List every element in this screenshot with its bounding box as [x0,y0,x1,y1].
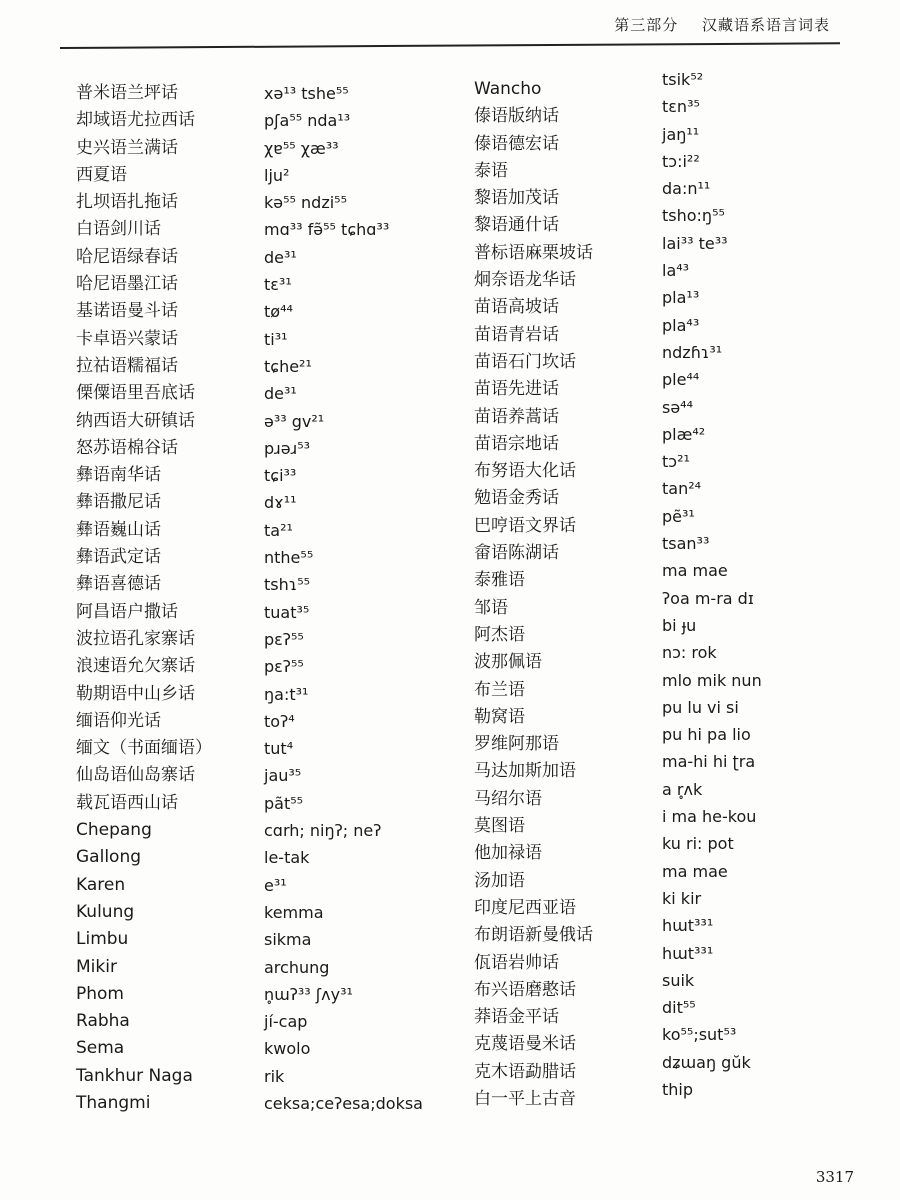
word-form: tɕi³³ [264,466,297,486]
word-form: pɛʔ⁵⁵ [264,657,304,677]
language-name: 阿杰语 [474,624,525,645]
language-name: 莫图语 [474,816,525,837]
language-name: Kulung [76,901,135,922]
word-form: de³¹ [264,247,297,267]
word-form: tɛ³¹ [264,275,292,295]
language-name: 苗语宗地话 [474,433,559,454]
word-form: de³¹ [264,384,297,404]
language-name: Karen [76,874,126,895]
word-form: i ma he-kou [662,807,757,827]
language-name: 彝语武定话 [76,547,161,568]
word-form: sə⁴⁴ [662,397,694,417]
word-form: tɛn³⁵ [662,97,700,117]
word-form: pla⁴³ [662,315,700,335]
language-name: 莽语金平话 [474,1007,559,1028]
word-form: mlo mik nun [662,670,762,690]
language-name: Sema [76,1038,125,1059]
word-form: plæ⁴² [662,424,706,444]
language-name: 汤加语 [474,870,525,891]
word-form: tshɿ⁵⁵ [264,575,311,595]
language-name: 却域语尤拉西话 [76,110,195,131]
language-name: 怒苏语棉谷话 [76,437,178,458]
language-name: 彝语撒尼话 [76,492,161,513]
language-name: 苗语石门坎话 [474,351,576,372]
word-form: nɔ: rok [662,643,717,663]
word-form: dit⁵⁵ [662,998,696,1018]
language-name: 载瓦语西山话 [76,792,178,813]
word-form: dɤ¹¹ [264,493,297,513]
language-name: 布兴语磨憨话 [474,979,576,1000]
word-form: le-tak [264,848,310,868]
language-name: Thangmi [76,1092,151,1113]
language-name: 白一平上古音 [474,1088,576,1109]
language-name: 印度尼西亚语 [474,897,576,918]
word-form: ə³³ gv²¹ [264,411,325,431]
language-name: 勉语金秀话 [474,488,559,509]
language-name: Chepang [76,820,152,841]
word-form: cɑrh; niŋʔ; neʔ [264,821,382,841]
word-form: ma-hi hi ʈra [662,752,756,772]
word-form: jau³⁵ [264,766,302,786]
language-name: 苗语先进话 [474,379,559,400]
language-name: 扎坝语扎拖话 [76,192,178,213]
word-form: hɯt³³¹ [662,916,714,936]
language-name: 邹语 [474,597,508,618]
word-form: kwolo [264,1039,311,1059]
word-form: ki kir [662,888,702,908]
language-name: Wancho [474,79,542,99]
word-form: tuat³⁵ [264,602,310,622]
language-name: 基诺语曼斗话 [76,301,178,322]
word-form: tsan³³ [662,534,710,554]
word-form: tɔ:i²² [662,151,700,171]
word-form: ko⁵⁵;sut⁵³ [662,1025,737,1045]
language-name: 阿昌语户撒话 [76,601,178,622]
language-name: 缅文（书面缅语） [76,738,212,759]
left-language-column [76,80,256,1117]
language-name: 白语剑川话 [76,219,161,240]
right-language-column [474,76,664,1113]
word-form: n̥ɯʔ³³ ʃʌy³¹ [264,984,353,1004]
language-name: 西夏语 [76,164,127,185]
language-name: 波那佩语 [474,652,542,673]
language-name: 普标语麻栗坡话 [474,242,593,263]
word-form: ple⁴⁴ [662,370,700,390]
word-form: e³¹ [264,875,287,895]
word-form: χɐ⁵⁵ χæ³³ [264,138,339,158]
page-number: 3317 [815,1168,854,1186]
language-name: 纳西语大研镇话 [76,410,195,431]
language-name: 波拉语孔家寨话 [76,628,195,649]
language-name: 史兴语兰满话 [76,137,178,158]
word-form: ndzɦɿ³¹ [662,342,723,362]
word-form: tan²⁴ [662,479,702,499]
word-form: pɛʔ⁵⁵ [264,629,304,649]
word-form: pla¹³ [662,288,700,308]
language-name: 黎语通什话 [474,215,559,236]
language-name: 罗维阿那语 [474,734,559,755]
language-name: Mikir [76,956,117,977]
word-form: tɔ²¹ [662,452,690,472]
language-name: 克木语勐腊话 [474,1061,576,1082]
word-form: ma mae [662,861,728,881]
word-form: toʔ⁴ [264,711,295,731]
language-name: 布兰语 [474,679,525,700]
language-name: 苗语青岩话 [474,324,559,345]
word-form: pu lu vi si [662,697,739,717]
word-form: lai³³ te³³ [662,233,728,253]
word-form: tø⁴⁴ [264,302,293,322]
word-form: tut⁴ [264,739,294,759]
word-form: la⁴³ [662,261,690,281]
language-name: 炯奈语龙华话 [474,270,576,291]
word-form: suik [662,970,695,990]
word-form: bi ɟu [662,615,697,635]
word-form: sikma [264,930,312,950]
language-name: 畲语陈湖话 [474,543,559,564]
word-form: jí-cap [264,1012,308,1032]
language-name: 拉祜语糯福话 [76,355,178,376]
running-header [614,14,830,35]
language-name: 傣语德宏话 [474,133,559,154]
language-name: 傣语版纳话 [474,106,559,127]
word-form: ta²¹ [264,520,293,540]
language-name: 勒期语中山乡话 [76,683,195,704]
word-form: ku ri: pot [662,834,734,854]
language-name: 布朗语新曼俄话 [474,925,593,946]
language-name: 黎语加茂话 [474,188,559,209]
word-form: jaŋ¹¹ [662,124,700,144]
language-name: Gallong [76,847,142,868]
word-form: tsik⁵² [662,70,704,89]
word-form: xə¹³ tshe⁵⁵ [264,84,349,103]
language-name: 泰雅语 [474,570,525,591]
header-rule [60,42,840,49]
language-name: 苗语高坡话 [474,297,559,318]
language-name: 缅语仰光话 [76,710,161,731]
word-form: da:n¹¹ [662,179,711,199]
language-name: 浪速语允欠寨话 [76,656,195,677]
word-form: pãt⁵⁵ [264,793,304,813]
language-name: 马绍尔语 [474,788,542,809]
word-form: lju² [264,165,290,185]
word-form: pɹəɹ⁵³ [264,438,311,458]
word-form: tɕhe²¹ [264,356,312,376]
header-title: 汉藏语系语言词表 [701,16,830,34]
word-form: mɑ³³ fə̃⁵⁵ tɕhɑ³³ [264,220,390,240]
language-name: 傈僳语里吾底话 [76,383,195,404]
word-form: kemma [264,902,324,922]
language-name: 苗语养蒿话 [474,406,559,427]
language-name: 泰语 [474,160,508,181]
language-name: 布努语大化话 [474,461,576,482]
word-form: a r̥ʌk [662,779,703,799]
language-name: 卡卓语兴蒙话 [76,328,178,349]
language-name: 克蔑语曼米话 [474,1034,576,1055]
word-form: rik [264,1066,285,1086]
word-form: kə⁵⁵ ndzi⁵⁵ [264,193,347,213]
language-name: 哈尼语绿春话 [76,246,178,267]
word-form: ŋa:t³¹ [264,684,309,704]
language-name: Tankhur Naga [76,1065,193,1086]
language-name: Phom [76,983,124,1004]
language-name: 勒窝语 [474,706,525,727]
language-name: 佤语岩帅话 [474,952,559,973]
header-part: 第三部分 [614,16,679,34]
language-name: 他加禄语 [474,843,542,864]
word-form: tsho:ŋ⁵⁵ [662,206,725,226]
language-name: 彝语喜德话 [76,574,161,595]
word-form: hɯt³³¹ [662,943,714,963]
language-name: Rabha [76,1011,130,1032]
word-form: ti³¹ [264,329,288,349]
language-name: Limbu [76,929,129,950]
language-name: 普米语兰坪话 [76,83,178,103]
word-form: pu hi pa lio [662,725,751,745]
word-form: archung [264,957,330,977]
left-word-column [264,80,464,1117]
word-form: ʔoa m-ra dɪ [662,588,754,608]
word-form: ma mae [662,561,728,581]
language-name: 彝语南华话 [76,465,161,486]
right-word-column [662,66,862,1103]
language-name: 仙岛语仙岛寨话 [76,765,195,786]
language-name: 彝语巍山话 [76,519,161,540]
language-name: 马达加斯加语 [474,761,576,782]
word-form: pẽ³¹ [662,506,695,526]
language-name: 哈尼语墨江话 [76,274,178,295]
word-form: thip [662,1079,694,1099]
language-name: 巴哼语文界话 [474,515,576,536]
word-form: ceksa;ceʔesa;doksa [264,1093,423,1113]
word-form: nthe⁵⁵ [264,548,314,568]
word-form: dʑɯaŋ gŭk [662,1052,751,1072]
word-form: pʃa⁵⁵ nda¹³ [264,111,351,131]
